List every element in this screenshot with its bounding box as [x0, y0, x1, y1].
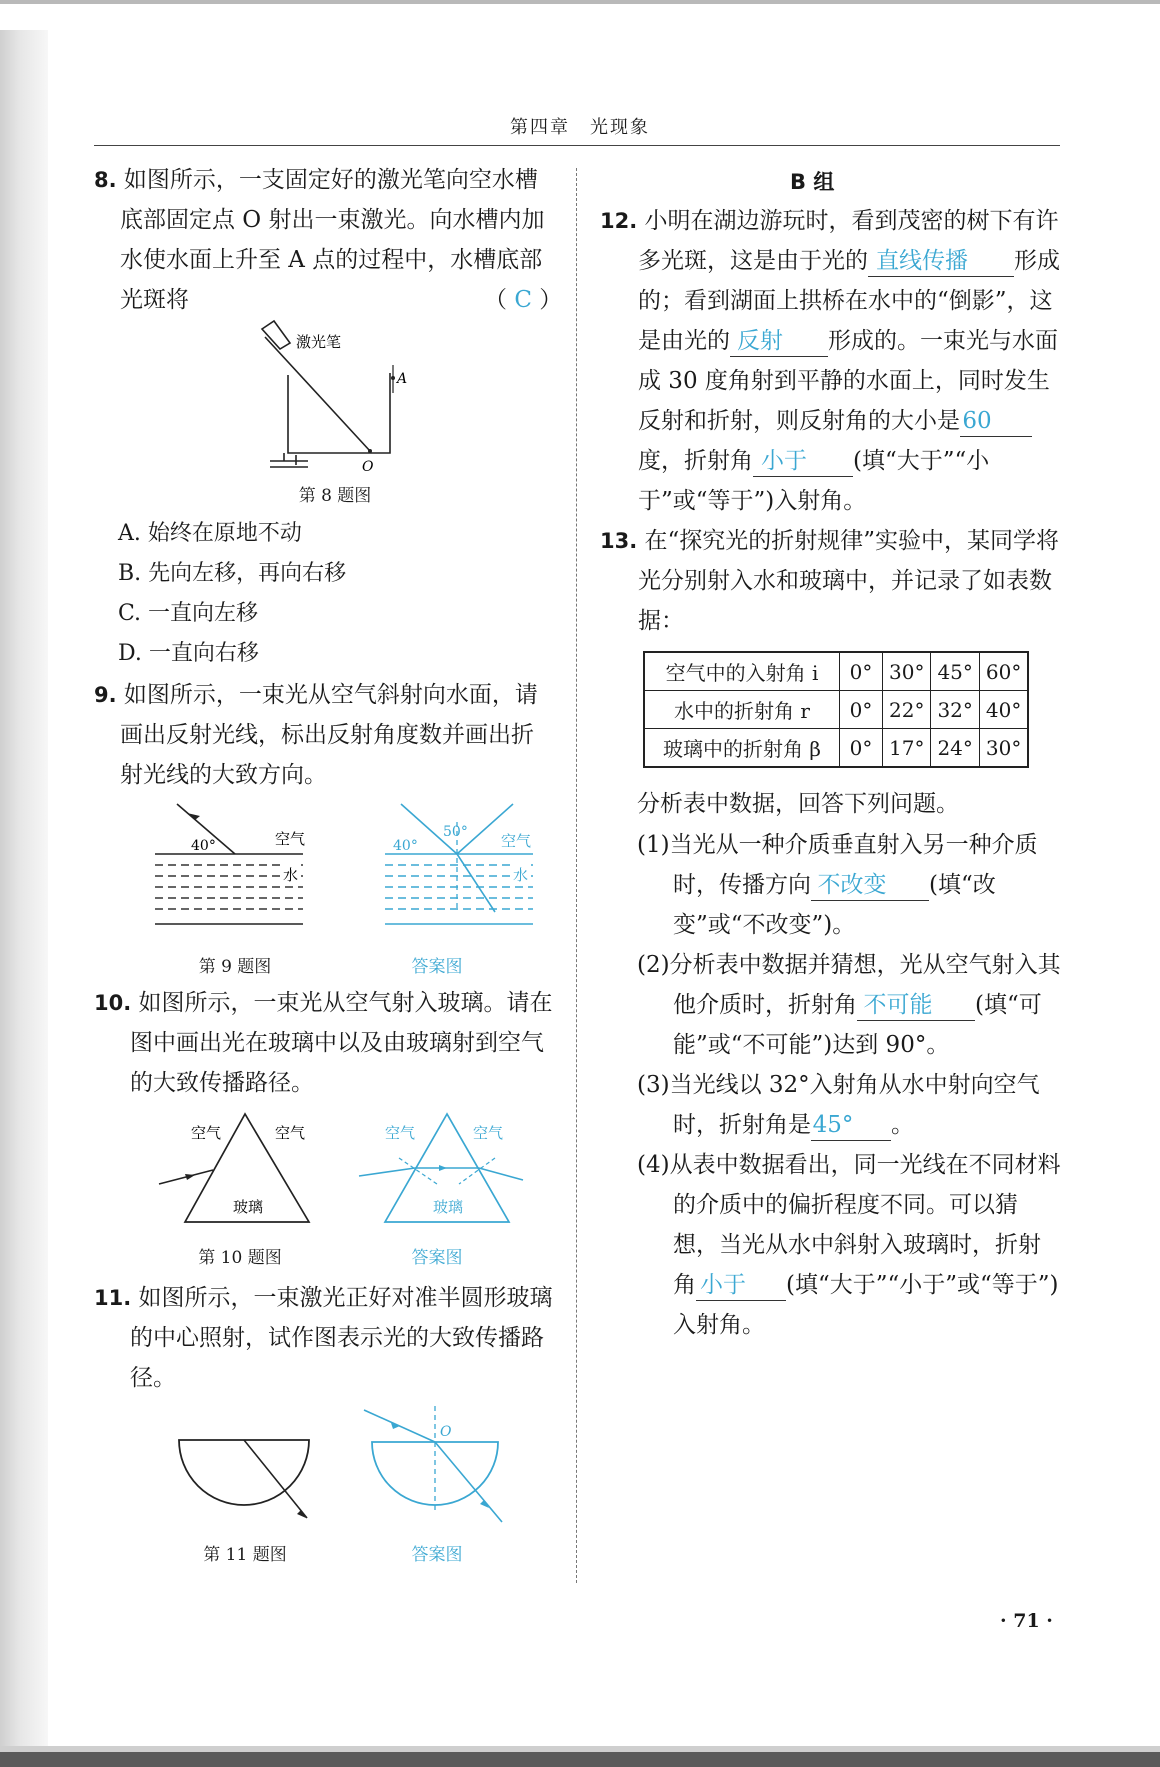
label-o: O [362, 459, 374, 475]
refraction-table [643, 651, 1029, 768]
table-row [644, 729, 1028, 768]
table-cell: 0° [840, 691, 883, 729]
incident-ray [359, 1168, 415, 1176]
answer-blank[interactable]: 反射 [730, 326, 828, 357]
figure-11 [175, 1410, 315, 1520]
laser-pen-icon [262, 321, 290, 349]
point-o-mark [368, 449, 372, 453]
table-cell: 玻璃中的折射角 β [644, 729, 840, 768]
question-text: 形成的；看到湖面上拱桥在水中的“倒影”，这是由光的 [638, 248, 1060, 354]
choices-8 [118, 514, 558, 674]
table-cell: 0° [840, 652, 883, 691]
answer-blank[interactable]: 小于 [696, 1270, 786, 1301]
choice-d[interactable]: D. 一直向右移 [118, 641, 259, 666]
refracted-ray [435, 1442, 502, 1522]
figure-11-answer [360, 1400, 510, 1525]
ray-arrow-icon [185, 1174, 195, 1180]
question-text: (填“大于”“小于”或“等于”)入射角。 [638, 448, 990, 514]
question-number: 9. [94, 683, 117, 707]
sub-text: (4)从表中数据看出，同一光线在不同材料的介质中的偏折程度不同。可以猜想，当光从水中斜射入玻璃时，折射角 [637, 1152, 1061, 1298]
label-water: 水 [513, 866, 529, 884]
question-text: 在“探究光的折射规律”实验中，某同学将光分别射入水和玻璃中，并记录了如表数据： [638, 528, 1060, 634]
figure-11-answer-caption: 答案图 [411, 1545, 463, 1565]
table-cell: 水中的折射角 r [644, 691, 840, 729]
figure-8-caption: 第 8 题图 [298, 486, 372, 506]
answer-bracket: （ C ） [484, 287, 563, 313]
table-cell: 17° [883, 729, 931, 768]
table-row [644, 652, 1028, 691]
answer-blank[interactable]: 小于 [753, 446, 853, 477]
question-text: 如图所示，一支固定好的激光笔向空水槽底部固定点 O 射出一束激光。向水槽内加水使水面上升至 A 点的过程中，水槽底部光斑将 [120, 167, 545, 313]
table-cell: 60° [979, 652, 1028, 691]
figure-10-answer-caption: 答案图 [411, 1248, 463, 1268]
q13-sub-3 [637, 1065, 1061, 1145]
sub-text: (填“可能”或“不可能”)达到 90°。 [673, 992, 1042, 1058]
question-text: 形成的。一束光与水面成 30 度角射到平静的水面上，同时发生反射和折射，则反射角的大小是 [638, 328, 1058, 434]
page-number: · 71 · [1000, 1610, 1053, 1632]
question-number: 11. [94, 1286, 132, 1310]
question-number: 8. [94, 168, 117, 192]
table-cell: 32° [931, 691, 979, 729]
answer-blank[interactable]: 不改变 [811, 870, 929, 901]
sub-text: (3)当光线以 32°入射角从水中射向空气时，折射角是 [637, 1072, 1040, 1138]
figure-9 [155, 800, 305, 930]
group-b-title: B 组 [790, 170, 835, 194]
figure-10-caption: 第 10 题图 [198, 1248, 282, 1268]
figure-9-caption: 第 9 题图 [198, 957, 272, 977]
page-spine-shadow [0, 30, 48, 1750]
question-text: 小明在湖边游玩时，看到茂密的树下有许多光斑，这是由于光的 [638, 208, 1059, 274]
question-9 [94, 675, 554, 795]
sub-text: (2)分析表中数据并猜想，光从空气射入其他介质时，折射角 [637, 952, 1061, 1018]
figure-11-caption: 第 11 题图 [203, 1545, 287, 1565]
label-air-left: 空气 [385, 1124, 416, 1142]
question-number: 10. [94, 991, 132, 1015]
label-air: 空气 [501, 832, 532, 850]
bottom-edge [0, 1752, 1160, 1767]
label-laser-pen: 激光笔 [296, 333, 342, 351]
ray-arrow-icon [439, 1165, 447, 1171]
laser-ray [244, 1440, 307, 1518]
table-cell: 30° [979, 729, 1028, 768]
table-cell: 30° [883, 652, 931, 691]
q13-sub-2 [637, 945, 1061, 1065]
column-divider [576, 168, 577, 1583]
q13-intro: 分析表中数据，回答下列问题。 [637, 791, 959, 817]
table-cell: 空气中的入射角 i [644, 652, 840, 691]
exit-ray [479, 1168, 523, 1180]
choice-a[interactable]: A. 始终在原地不动 [118, 521, 302, 546]
question-text: 如图所示，一束激光正好对准半圆形玻璃的中心照射，试作图表示光的大致传播路径。 [130, 1285, 553, 1391]
question-text: 如图所示，一束光从空气斜射向水面，请画出反射光线，标出反射角度数并画出折射光线的大致方向。 [120, 682, 538, 788]
sub-text: (1)当光从一种介质垂直射入另一种介质时，传播方向 [637, 832, 1038, 898]
answer-blank[interactable]: 60 [960, 406, 1032, 437]
normal-line [399, 1158, 437, 1184]
label-o: O [440, 1424, 452, 1440]
question-text: 如图所示，一束光从空气射入玻璃。请在图中画出光在玻璃中以及由玻璃射到空气的大致传播路径。 [130, 990, 553, 1096]
table-cell: 40° [979, 691, 1028, 729]
figure-10-answer [355, 1110, 525, 1230]
refracted-ray [457, 854, 495, 912]
question-number: 12. [600, 209, 638, 233]
sub-text: 。 [891, 1112, 914, 1138]
answer-blank[interactable]: 不可能 [857, 990, 975, 1021]
label-glass: 玻璃 [433, 1198, 464, 1216]
label-air-left: 空气 [191, 1124, 222, 1142]
chapter-header: 第四章 光现象 [510, 117, 650, 138]
label-angle: 40° [191, 838, 216, 854]
question-11 [94, 1278, 560, 1398]
label-angle: 50° [443, 824, 468, 840]
answer-blank[interactable]: 45° [811, 1110, 891, 1141]
label-air-right: 空气 [275, 1124, 306, 1142]
q13-sub-4 [637, 1145, 1061, 1345]
sub-text: (填“大于”“小于”或“等于”)入射角。 [673, 1272, 1059, 1338]
answer-blank[interactable]: 直线传播 [868, 246, 1014, 277]
question-number: 13. [600, 529, 638, 553]
water-tank [288, 373, 390, 453]
label-glass: 玻璃 [233, 1198, 264, 1216]
label-a: A [397, 371, 408, 387]
sub-text: (填“改变”或“不改变”)。 [673, 872, 996, 938]
point-a-mark [391, 376, 395, 380]
label-air-right: 空气 [473, 1124, 504, 1142]
question-10 [94, 983, 560, 1103]
choice-c[interactable]: C. 一直向左移 [118, 601, 259, 626]
top-edge [0, 0, 1160, 4]
question-12 [600, 201, 1062, 521]
figure-10 [155, 1110, 325, 1230]
table-cell: 0° [840, 729, 883, 768]
label-angle: 40° [393, 838, 418, 854]
header-rule [94, 145, 1060, 146]
label-water: 水 [283, 866, 299, 884]
table-cell: 22° [883, 691, 931, 729]
figure-8 [250, 325, 420, 475]
figure-9-answer-caption: 答案图 [411, 957, 463, 977]
table-row [644, 691, 1028, 729]
label-air: 空气 [275, 830, 306, 848]
figure-9-answer [385, 800, 535, 930]
choice-b[interactable]: B. 先向左移，再向右移 [118, 561, 347, 586]
laser-beam [265, 337, 370, 451]
q13-sub-1 [637, 825, 1061, 945]
question-text: 度，折射角 [638, 448, 753, 474]
question-13 [600, 521, 1062, 641]
table-cell: 45° [931, 652, 979, 691]
table-cell: 24° [931, 729, 979, 768]
answer-choice: C [514, 287, 532, 313]
